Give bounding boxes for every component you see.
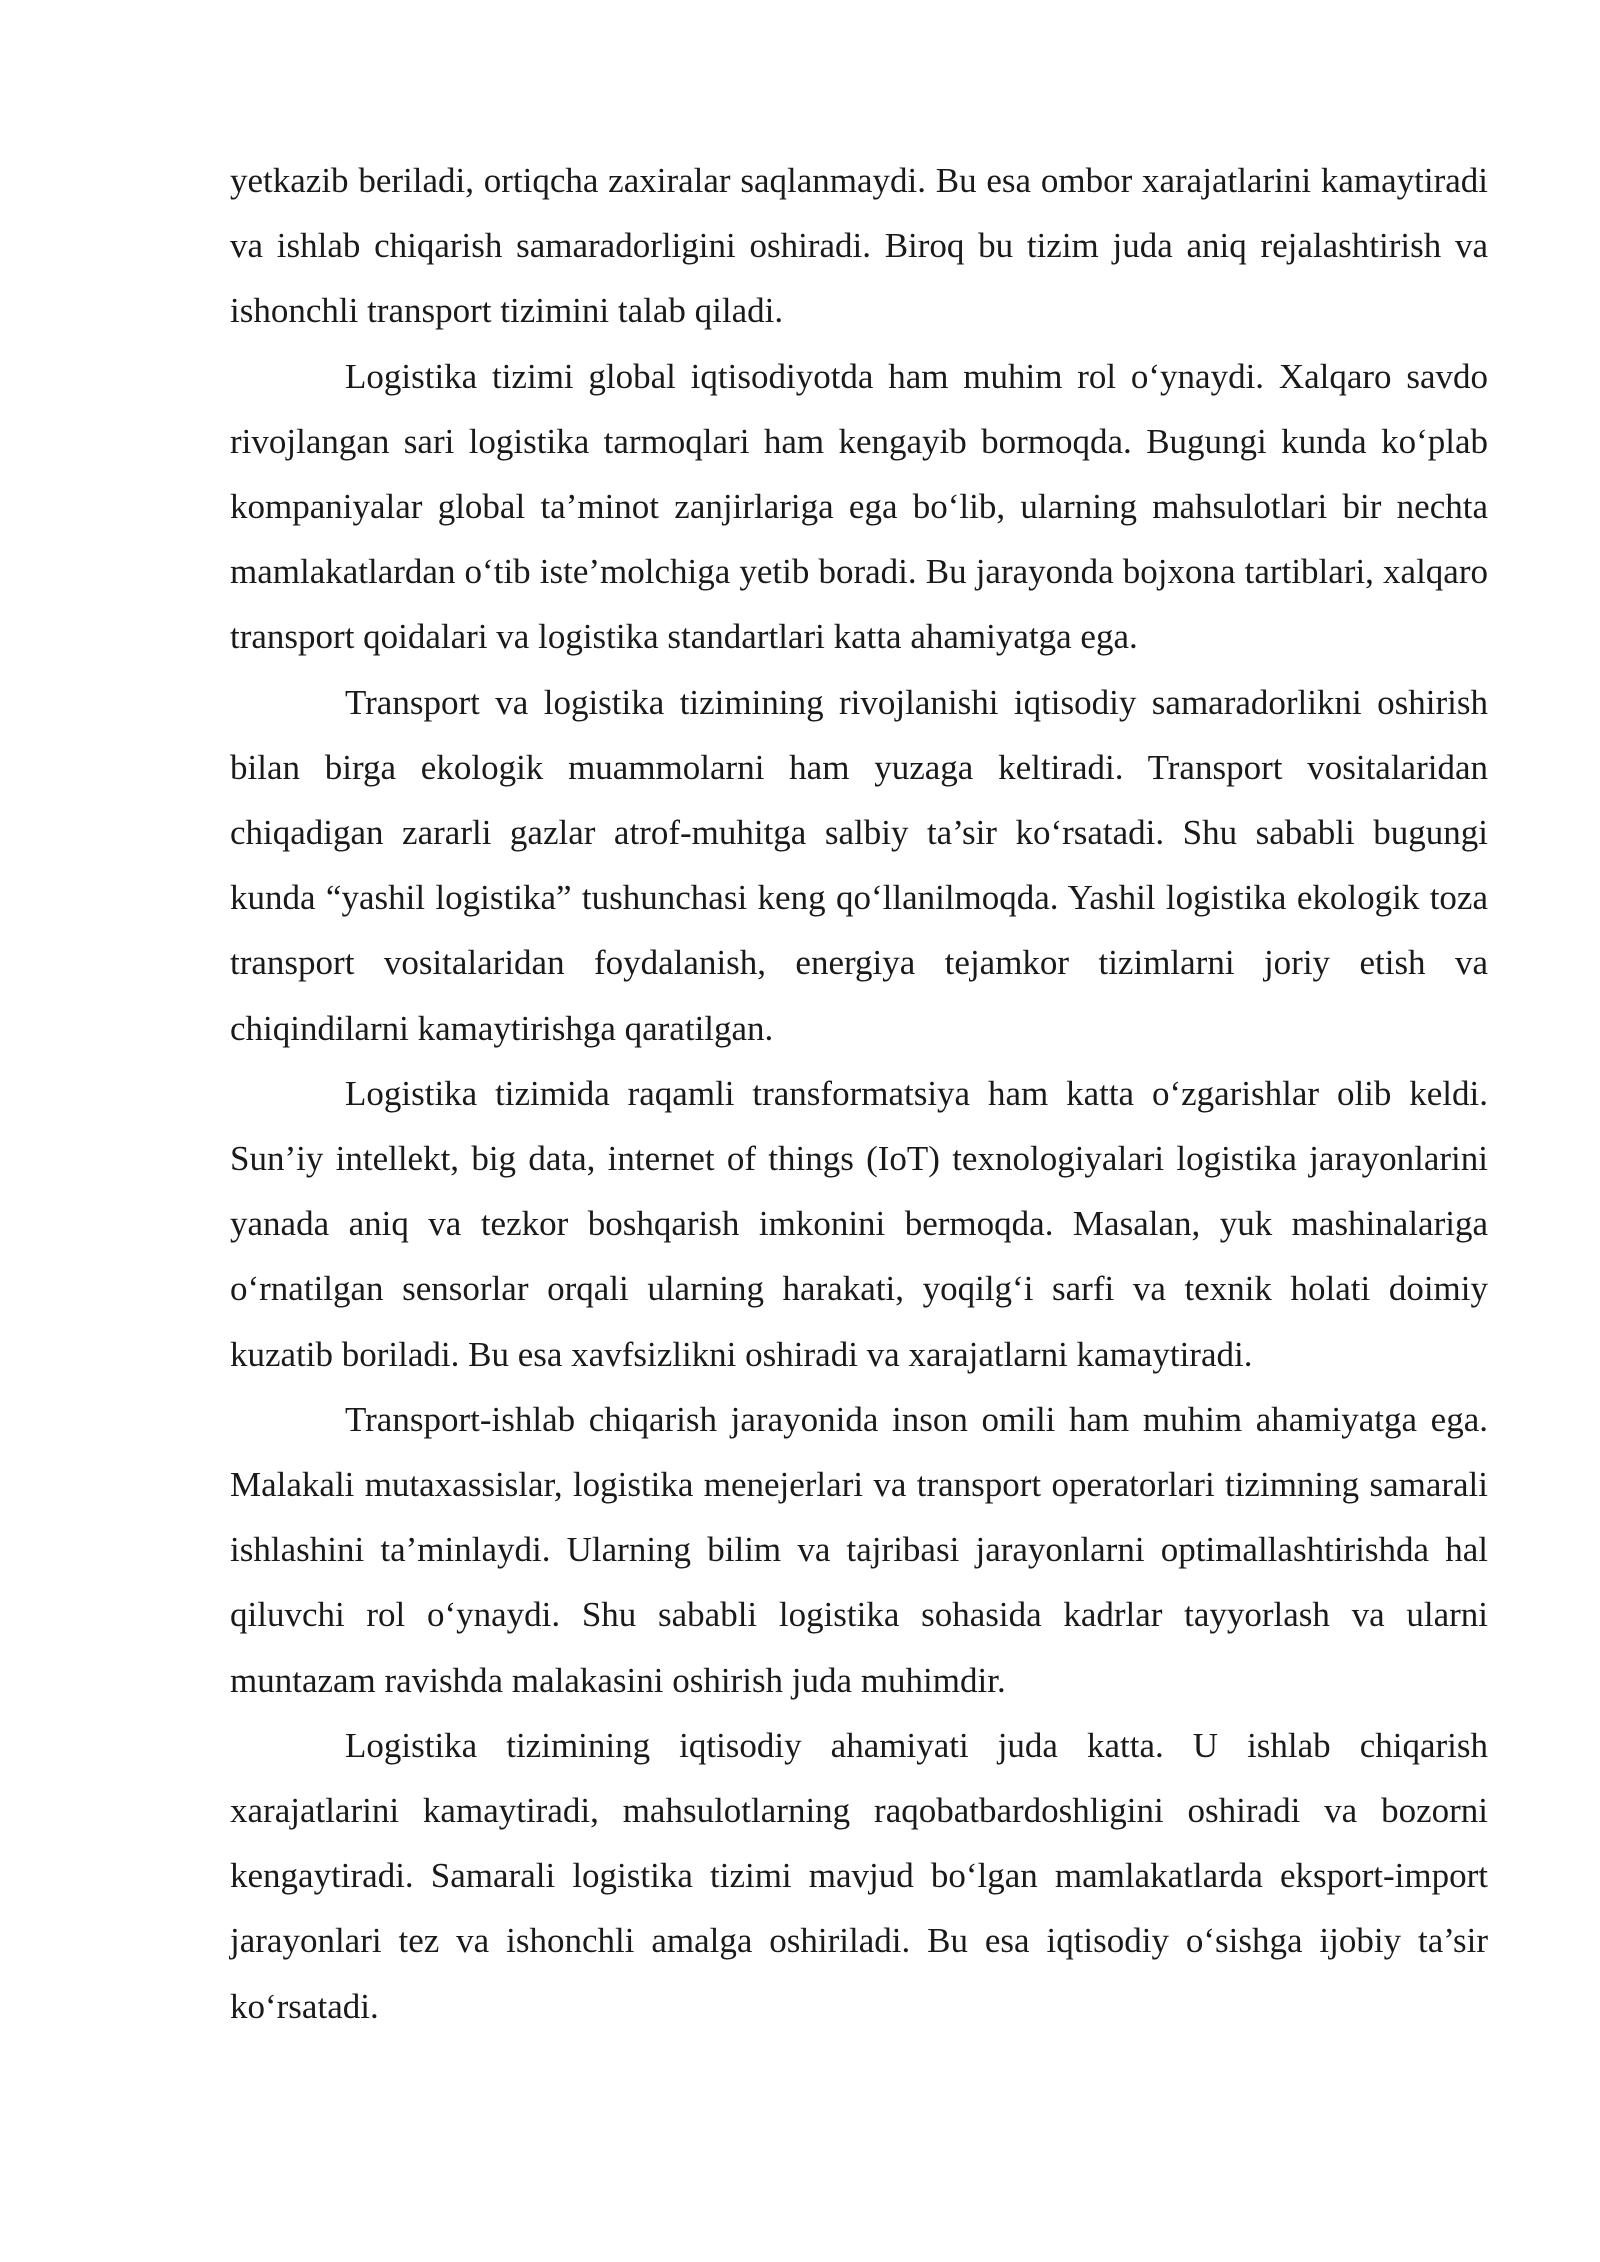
- paragraph-continuation: yetkazib beriladi, ortiqcha zaxiralar saqlanmaydi. Bu esa ombor xarajatlarini kamaytiradi va ishlab chiqarish samaradorligini oshiradi. Biroq bu tizim juda aniq rejalashtirish va ishonchli transport tizimini talab qiladi.: [230, 161, 1488, 331]
- paragraph-human-factor: Transport-ishlab chiqarish jarayonida inson omili ham muhim ahamiyatga ega. Malakali mutaxassislar, logistika menejerlari va transport operatorlari tizimning samarali ishlashini ta’minlaydi. Ularning bilim va tajribasi jarayonlarni optimallashtirishda hal qiluvchi rol o‘ynaydi. Shu sababli logistika sohasida kadrlar tayyorlash va ularni muntazam ravishda malakasini oshirish juda muhimdir.: [230, 1399, 1488, 1700]
- document-body: [230, 148, 1488, 2039]
- paragraph-digital-transformation: Logistika tizimida raqamli transformatsiya ham katta o‘zgarishlar olib keldi. Sun’iy intellekt, big data, internet of things (IoT) texnologiyalari logistika jarayonlarini yanada aniq va tezkor boshqarish imkonini bermoqda. Masalan, yuk mashinalariga o‘rnatilgan sensorlar orqali ularning harakati, yoqilg‘i sarfi va texnik holati doimiy kuzatib boriladi. Bu esa xavfsizlikni oshiradi va xarajatlarni kamaytiradi.: [230, 1073, 1488, 1374]
- paragraph-global-economy: Logistika tizimi global iqtisodiyotda ham muhim rol o‘ynaydi. Xalqaro savdo rivojlangan sari logistika tarmoqlari ham kengayib bormoqda. Bugungi kunda ko‘plab kompaniyalar global ta’minot zanjirlariga ega bo‘lib, ularning mahsulotlari bir nechta mamlakatlardan o‘tib iste’molchiga yetib boradi. Bu jarayonda bojxona tartiblari, xalqaro transport qoidalari va logistika standartlari katta ahamiyatga ega.: [230, 356, 1488, 657]
- paragraph-green-logistics: Transport va logistika tizimining rivojlanishi iqtisodiy samaradorlikni oshirish bilan birga ekologik muammolarni ham yuzaga keltiradi. Transport vositalaridan chiqadigan zararli gazlar atrof-muhitga salbiy ta’sir ko‘rsatadi. Shu sababli bugungi kunda “yashil logistika” tushunchasi keng qo‘llanilmoqda. Yashil logistika ekologik toza transport vositalaridan foydalanish, energiya tejamkor tizimlarni joriy etish va chiqindilarni kamaytirishga qaratilgan.: [230, 682, 1488, 1048]
- paragraph-economic-importance: Logistika tizimining iqtisodiy ahamiyati juda katta. U ishlab chiqarish xarajatlarini kamaytiradi, mahsulotlarning raqobatbardoshligini oshiradi va bozorni kengaytiradi. Samarali logistika tizimi mavjud bo‘lgan mamlakatlarda eksport-import jarayonlari tez va ishonchli amalga oshiriladi. Bu esa iqtisodiy o‘sishga ijobiy ta’sir ko‘rsatadi.: [230, 1725, 1488, 2026]
